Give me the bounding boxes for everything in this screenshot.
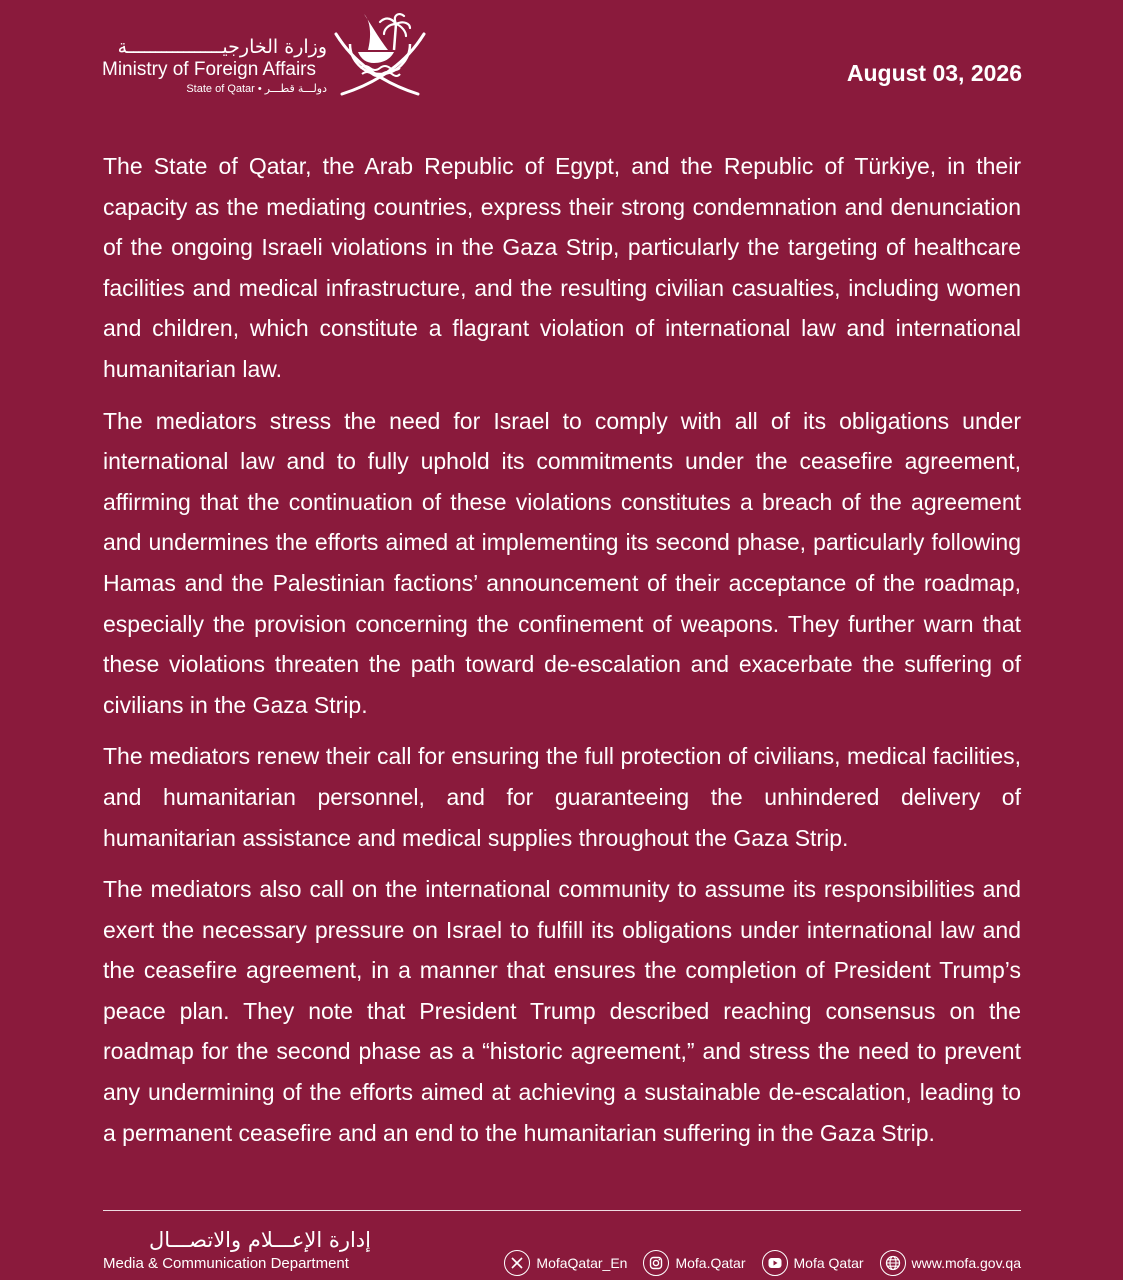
youtube-icon <box>762 1250 788 1276</box>
instagram-icon <box>643 1250 669 1276</box>
paragraph-2: The mediators stress the need for Israel to comply with all of its obligations under international law and to fully uphold its commitments under the ceasefire agreement, affirming that the continuation of these violations constitutes a breach of the agreement and undermines the efforts aimed at implementing its second phase, particularly following Hamas and the Palestinian factions’ announcement of their acceptance of the roadmap, especially the provision concerning the confinement of weapons. They further warn that these violations threaten the path toward de-escalation and exacerbate the suffering of civilians in the Gaza Strip. <box>103 407 1021 718</box>
logo-english: Ministry of Foreign Affairs <box>102 59 317 80</box>
social-x[interactable] <box>504 1250 627 1276</box>
ministry-logo-text <box>102 36 327 96</box>
social-instagram[interactable] <box>643 1250 745 1276</box>
department-english: Media & Communication Department <box>103 1255 349 1272</box>
social-website[interactable] <box>880 1250 1021 1276</box>
social-instagram-label: Mofa.Qatar <box>675 1255 746 1271</box>
paragraph-3: The mediators renew their call for ensuring the full protection of civilians, medical facilities, and humanitarian personnel, and for guaranteeing the unhindered delivery of humanitarian assistance and medical supplies throughout the Gaza Strip. <box>103 743 1021 851</box>
globe-icon <box>880 1250 906 1276</box>
social-links <box>504 1248 1021 1278</box>
logo-arabic: وزارة الخارجيـــــــــــــــــة <box>117 36 327 58</box>
social-x-label: MofaQatar_En <box>536 1255 628 1271</box>
social-youtube-label: Mofa Qatar <box>793 1255 864 1271</box>
paragraph-1: The State of Qatar, the Arab Republic of Egypt, and the Republic of Türkiye, in their capacity as the mediating countries, express their strong condemnation and denunciation of the ongoing Israeli violations in the Gaza Strip, particularly the targeting of healthcare facilities and medical infrastructure, and the resulting civilian casualties, including women and children, which constitute a flagrant violation of international law and international humanitarian law. <box>103 153 1021 382</box>
logo-sub: State of Qatar • دولـــة قطـــر <box>186 83 327 95</box>
header <box>102 10 1022 110</box>
department-arabic: إدارة الإعـــلام والاتصـــال <box>149 1228 371 1252</box>
paragraph-4: The mediators also call on the international community to assume its responsibilities and exert the necessary pressure on Israel to fulfill its obligations under international law and the ceasefire agreement, in a manner that ensures the completion of President Trump’s peace plan. They note that President Trump described reaching consensus on the roadmap for the second phase as a “historic agreement,” and stress the need to prevent any undermining of the efforts aimed at achieving a sustainable de-escalation, leading to a permanent ceasefire and an end to the humanitarian suffering in the Gaza Strip. <box>103 876 1021 1146</box>
press-release-date: August 03, 2026 <box>846 60 1022 86</box>
social-youtube[interactable] <box>762 1250 864 1276</box>
department-block <box>103 1226 373 1274</box>
footer-divider <box>103 1210 1021 1211</box>
qatar-emblem-icon <box>334 10 426 102</box>
x-icon <box>504 1250 530 1276</box>
statement-body <box>103 146 1021 1164</box>
social-website-label: www.mofa.gov.qa <box>911 1255 1021 1271</box>
